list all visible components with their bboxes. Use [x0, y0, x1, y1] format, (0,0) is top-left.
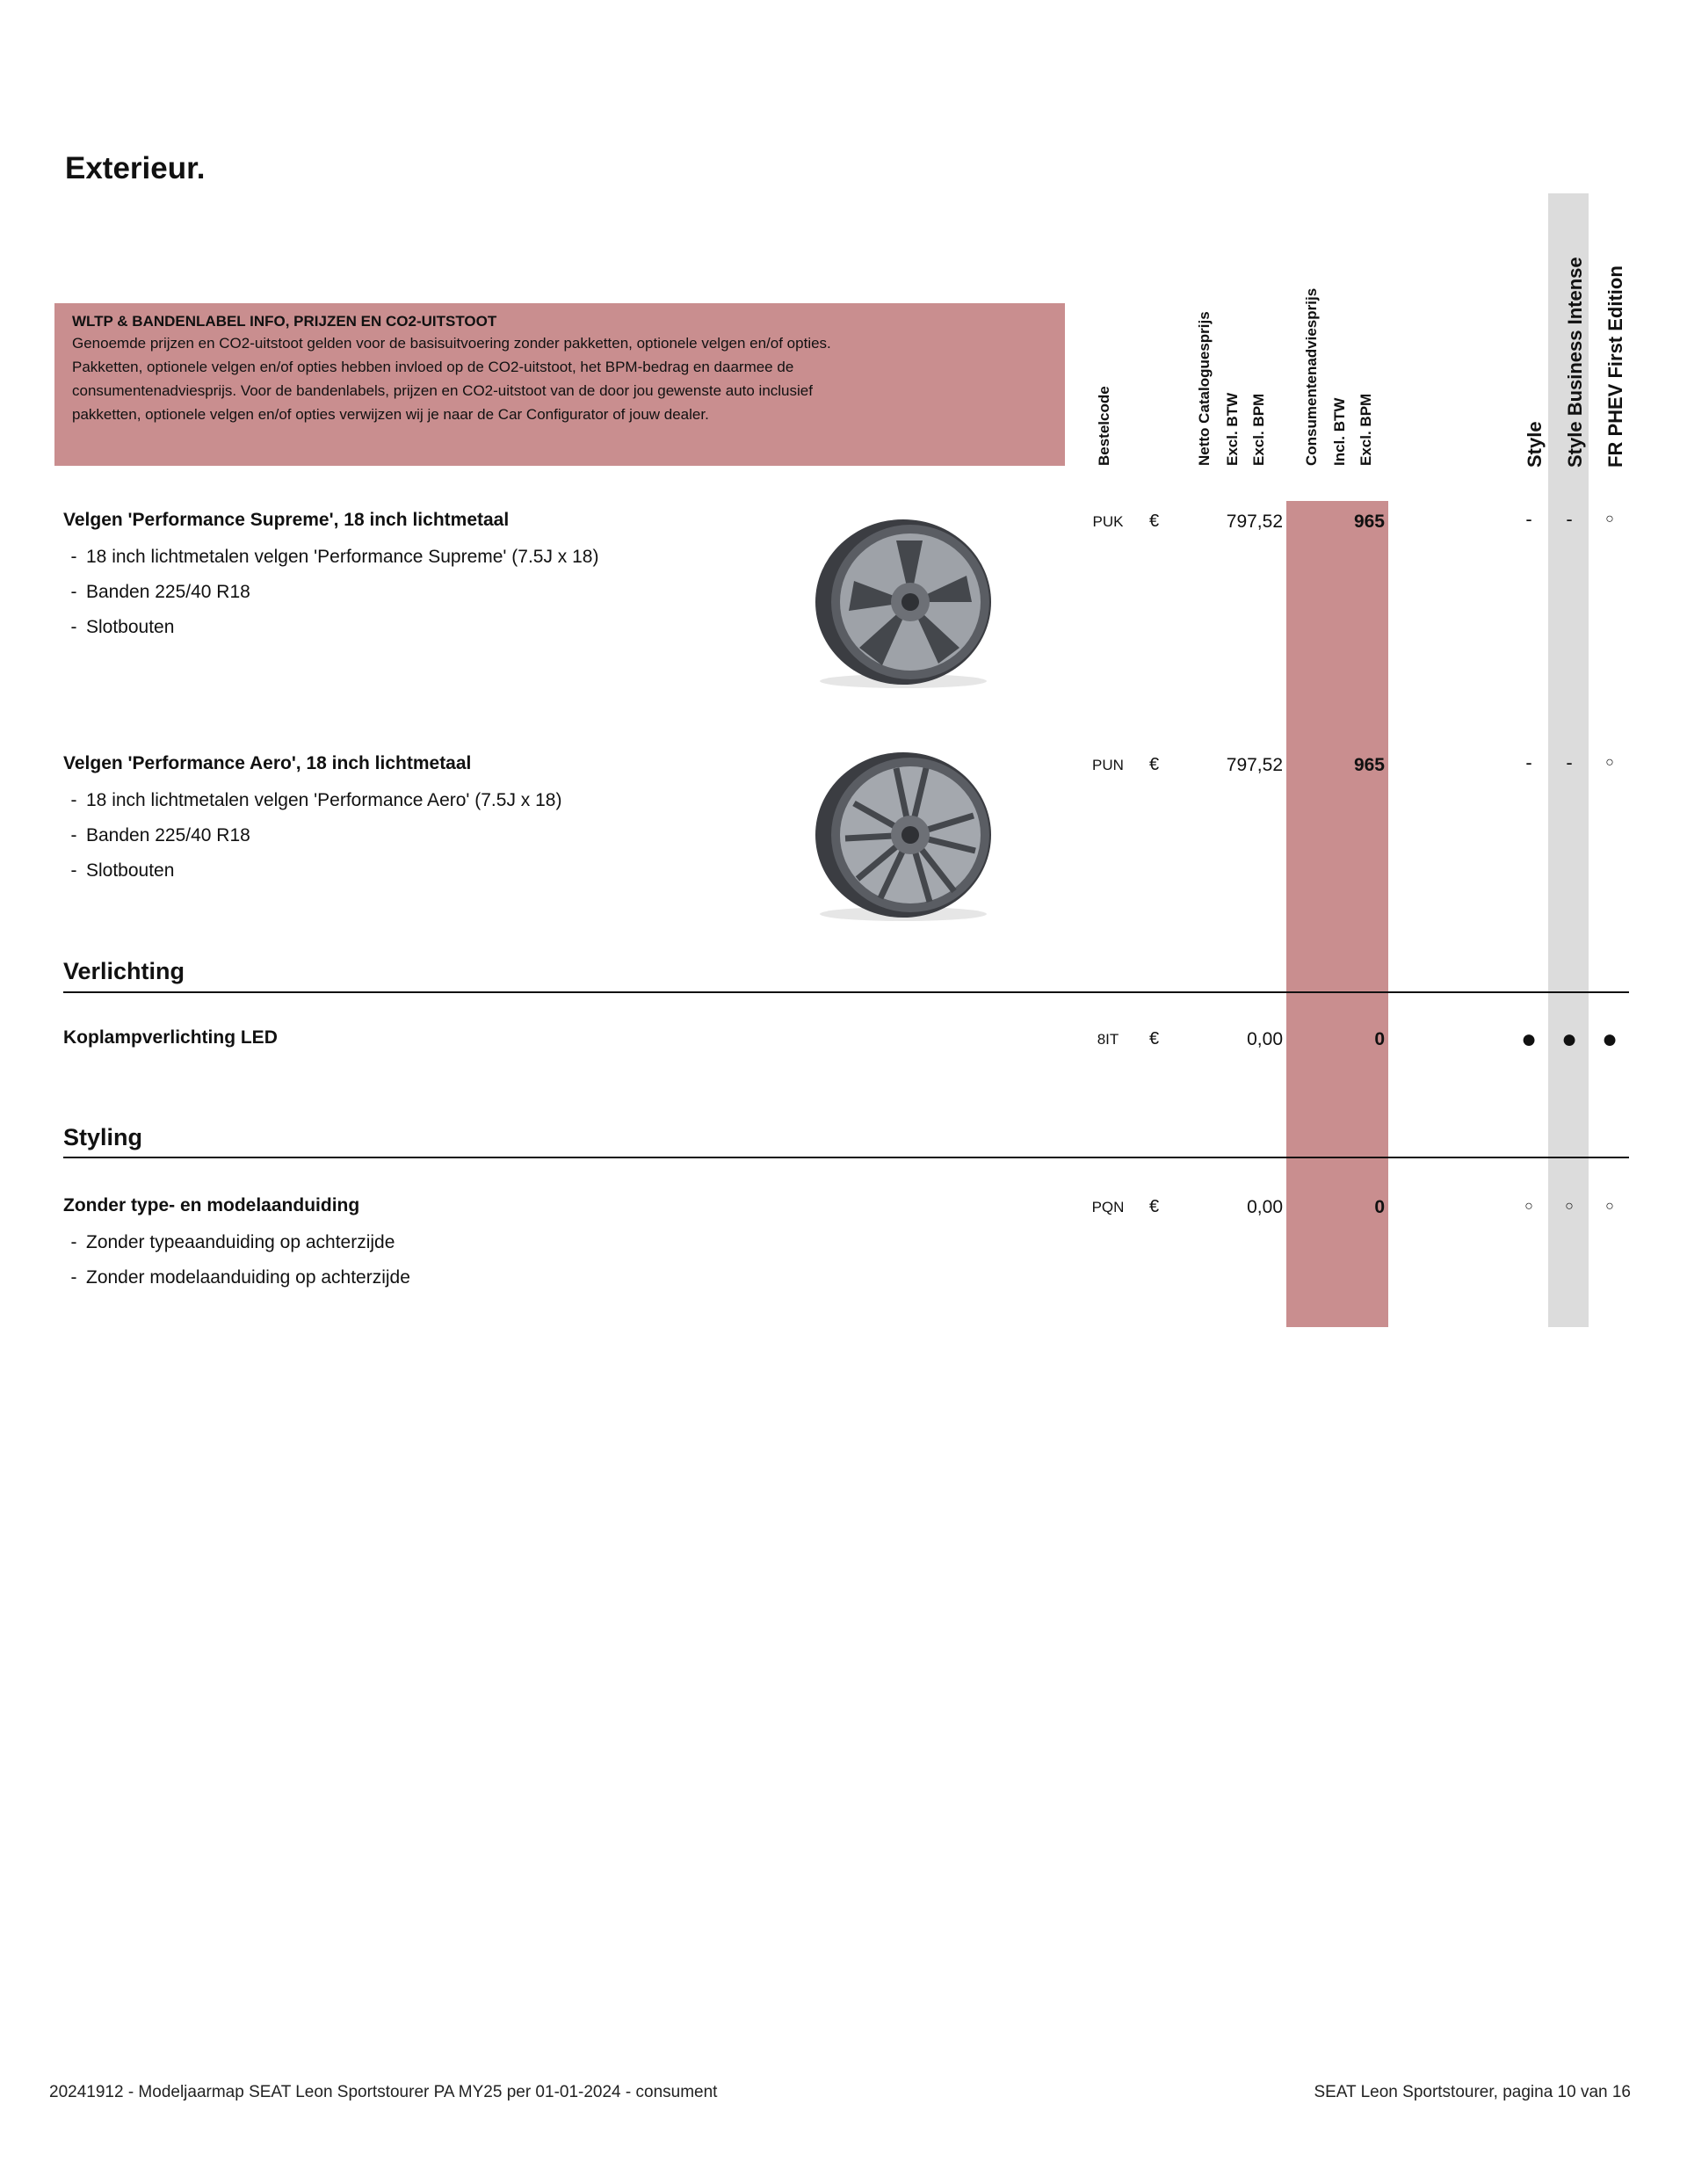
availability-style-business: -: [1566, 508, 1573, 530]
list-item: - Zonder typeaanduiding op achterzijde: [70, 1232, 395, 1252]
option-bullets: [62, 1225, 410, 1295]
option-bullets: [62, 783, 561, 889]
header-fr-phev-first-edition: FR PHEV First Edition: [1604, 265, 1626, 468]
list-item: - 18 inch lichtmetalen velgen 'Performance Aero' (7.5J x 18): [70, 790, 562, 810]
currency-symbol: €: [1149, 512, 1160, 531]
info-box-line: Genoemde prijzen en CO2-uitstoot gelden voor de basisuitvoering zonder pakketten, optionele velgen en/of opties.: [72, 335, 831, 352]
header-style: Style: [1524, 421, 1546, 468]
list-item: - Slotbouten: [70, 617, 175, 637]
option-title: Zonder type- en modelaanduiding: [63, 1195, 360, 1215]
order-code: 8IT: [1097, 1031, 1119, 1048]
header-netto-line1: Netto Cataloguesprijs: [1196, 311, 1213, 466]
section-title-styling: Styling: [63, 1124, 143, 1150]
availability-style: ●: [1520, 1025, 1538, 1054]
currency-symbol: €: [1149, 1029, 1160, 1048]
netto-price: 797,52: [1226, 512, 1283, 532]
availability-fr-phev: ○: [1605, 1199, 1614, 1214]
availability-style: -: [1525, 508, 1532, 530]
netto-price: 0,00: [1247, 1197, 1283, 1217]
netto-price: 0,00: [1247, 1029, 1283, 1049]
consumer-price: 0: [1374, 1197, 1385, 1217]
wltp-info-box: [54, 303, 1065, 466]
option-bullets: [62, 540, 598, 645]
consumer-price: 0: [1374, 1029, 1385, 1049]
header-netto-line3: Excl. BPM: [1250, 393, 1267, 466]
availability-fr-phev: ○: [1605, 512, 1614, 526]
section-divider: [63, 1157, 1629, 1158]
order-code: PUN: [1092, 757, 1124, 773]
info-box-line: pakketten, optionele velgen en/of opties verwijzen wij je naar de Car Configurator of jouw dealer.: [72, 406, 709, 423]
consumer-price: 965: [1353, 512, 1385, 532]
header-consumer-line2: Incl. BTW: [1331, 397, 1348, 466]
info-box-line: Pakketten, optionele velgen en/of opties hebben invloed op de CO2-uitstoot, het BPM-bedrag en daarmee de: [72, 359, 794, 375]
info-box-title: WLTP & BANDENLABEL INFO, PRIJZEN EN CO2-UITSTOOT: [72, 313, 497, 330]
consumer-price: 965: [1353, 755, 1385, 775]
page-title: Exterieur.: [65, 151, 206, 185]
section-divider: [63, 991, 1629, 993]
availability-style: -: [1525, 751, 1532, 773]
list-item: - Banden 225/40 R18: [70, 582, 250, 602]
wheel-performance-supreme-image: [800, 514, 1002, 690]
option-title: Velgen 'Performance Aero', 18 inch lichtmetaal: [63, 753, 472, 773]
header-consumer-line3: Excl. BPM: [1358, 393, 1374, 466]
header-consumer-line1: Consumentenadviesprijs: [1303, 287, 1320, 466]
option-title: Koplampverlichting LED: [63, 1027, 278, 1048]
availability-style-business: ●: [1560, 1025, 1578, 1054]
availability-style-business: -: [1566, 751, 1573, 773]
list-item: - 18 inch lichtmetalen velgen 'Performance Supreme' (7.5J x 18): [70, 547, 599, 567]
list-item: - Banden 225/40 R18: [70, 825, 250, 845]
info-box-line: consumentenadviesprijs. Voor de bandenlabels, prijzen en CO2-uitstoot van de door jou gewenste auto inclusief: [72, 382, 813, 399]
footer-document-info: 20241912 - Modeljaarmap SEAT Leon Sportstourer PA MY25 per 01-01-2024 - consument: [49, 2083, 718, 2101]
availability-style-business: ○: [1565, 1199, 1574, 1214]
availability-fr-phev: ○: [1605, 755, 1614, 770]
list-item: - Slotbouten: [70, 860, 175, 881]
currency-symbol: €: [1149, 755, 1160, 774]
header-bestelcode: Bestelcode: [1096, 386, 1112, 466]
order-code: PUK: [1092, 513, 1124, 530]
section-title-verlichting: Verlichting: [63, 958, 185, 984]
header-style-business-intense: Style Business Intense: [1564, 257, 1586, 468]
option-title: Velgen 'Performance Supreme', 18 inch lichtmetaal: [63, 510, 510, 530]
netto-price: 797,52: [1226, 755, 1283, 775]
availability-style: ○: [1524, 1199, 1533, 1214]
order-code: PQN: [1091, 1199, 1125, 1215]
availability-fr-phev: ●: [1601, 1025, 1618, 1054]
footer-page-number: SEAT Leon Sportstourer, pagina 10 van 16: [1314, 2083, 1631, 2101]
wheel-performance-aero-image: [800, 747, 1002, 923]
list-item: - Zonder modelaanduiding op achterzijde: [70, 1267, 410, 1288]
header-netto-line2: Excl. BTW: [1224, 392, 1241, 466]
currency-symbol: €: [1149, 1197, 1160, 1216]
